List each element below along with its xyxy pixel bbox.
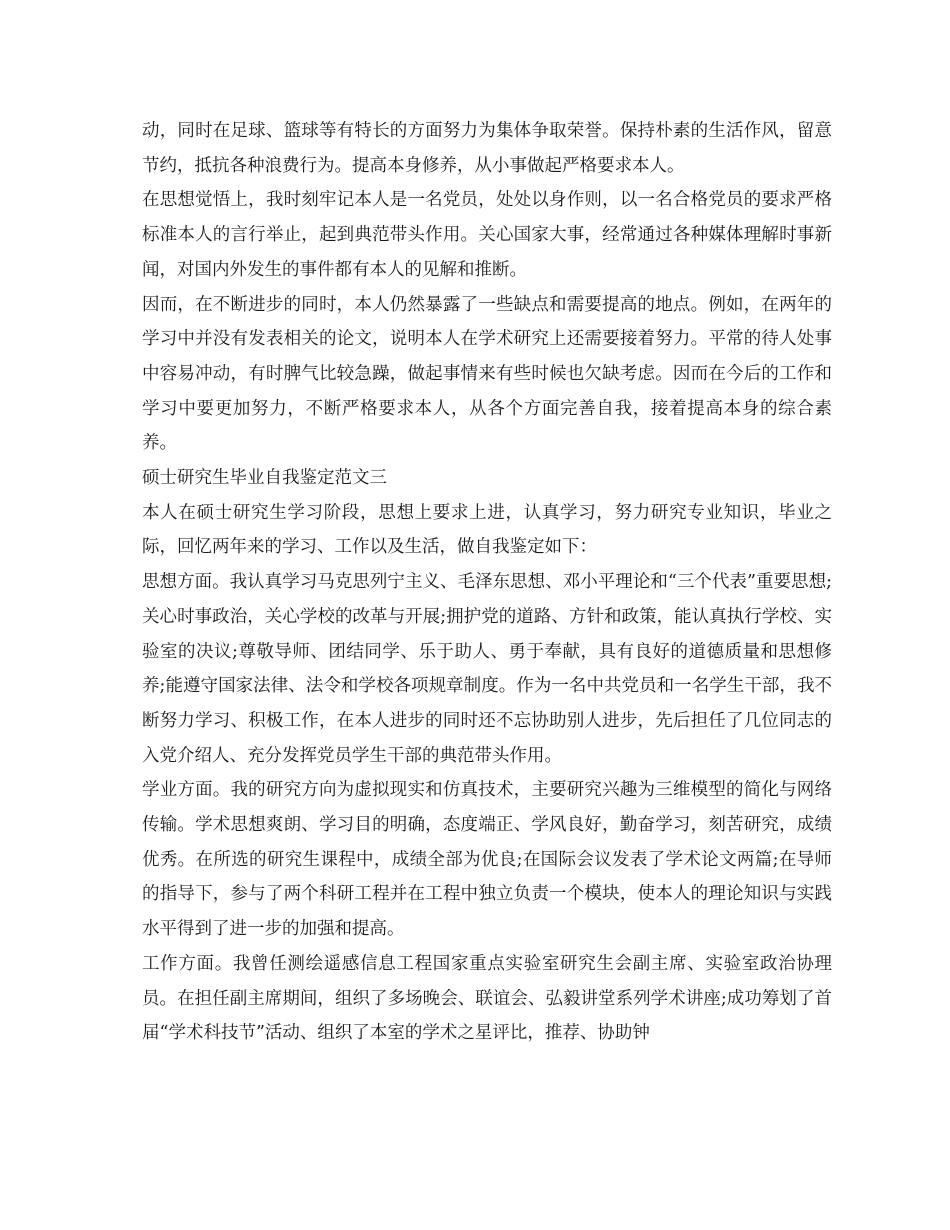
paragraph-intro: 本人在硕士研究生学习阶段，思想上要求上进，认真学习，努力研究专业知识，毕业之际，回忆两年来的学习、工作以及生活，做自我鉴定如下： xyxy=(142,502,832,558)
paragraph-ideology: 在思想觉悟上，我时刻牢记本人是一名党员，处处以身作则，以一名合格党员的要求严格标准本人的言行举止，起到典范带头作用。关心国家大事，经常通过各种媒体理解时事新闻，对国内外发生的事件都有本人的见解和推断。 xyxy=(142,190,832,280)
document-body xyxy=(142,114,832,1051)
paragraph-shortcomings: 因而，在不断进步的同时，本人仍然暴露了一些缺点和需要提高的地点。例如，在两年的学习中并没有发表相关的论文，说明本人在学术研究上还需要接着努力。平常的待人处事中容易冲动，有时脾气比较急躁，做起事情来有些时候也欠缺考虑。因而在今后的工作和学习中要更加努力，不断严格要求本人，从各个方面完善自我，接着提高本身的综合素养。 xyxy=(142,294,832,454)
paragraph-work: 工作方面。我曾任测绘遥感信息工程国家重点实验室研究生会副主席、实验室政治协理员。在担任副主席期间，组织了多场晚会、联谊会、弘毅讲堂系列学术讲座;成功筹划了首届“学术科技节”活动、组织了本室的学术之星评比，推荐、协助钟 xyxy=(142,953,832,1044)
section-heading: 硕士研究生毕业自我鉴定范文三 xyxy=(142,468,387,489)
paragraph-continuation: 动，同时在足球、篮球等有特长的方面努力为集体争取荣誉。保持朴素的生活作风，留意节约，抵抗各种浪费行为。提高本身修养，从小事做起严格要求本人。 xyxy=(142,121,832,176)
paragraph-thought: 思想方面。我认真学习马克思列宁主义、毛泽东思想、邓小平理论和“三个代表”重要思想;关心时事政治，关心学校的改革与开展;拥护党的道路、方针和政策，能认真执行学校、实验室的决议;尊敬导师、团结同学、乐于助人、勇于奉献，具有良好的道德质量和思想修养;能遵守国家法律、法令和学校各项规章制度。作为一名中共党员和一名学生干部，我不断努力学习、积极工作，在本人进步的同时还不忘协助别人进步，先后担任了几位同志的入党介绍人、充分发挥党员学生干部的典范带头作用。 xyxy=(142,572,832,766)
paragraph-academic: 学业方面。我的研究方向为虚拟现实和仿真技术，主要研究兴趣为三维模型的简化与网络传输。学术思想爽朗、学习目的明确，态度端正、学风良好，勤奋学习，刻苦研究，成绩优秀。在所选的研究生课程中，成绩全部为优良;在国际会议发表了学术论文两篇;在导师的指导下，参与了两个科研工程并在工程中独立负责一个模块，使本人的理论知识与实践水平得到了进一步的加强和提高。 xyxy=(142,780,832,940)
